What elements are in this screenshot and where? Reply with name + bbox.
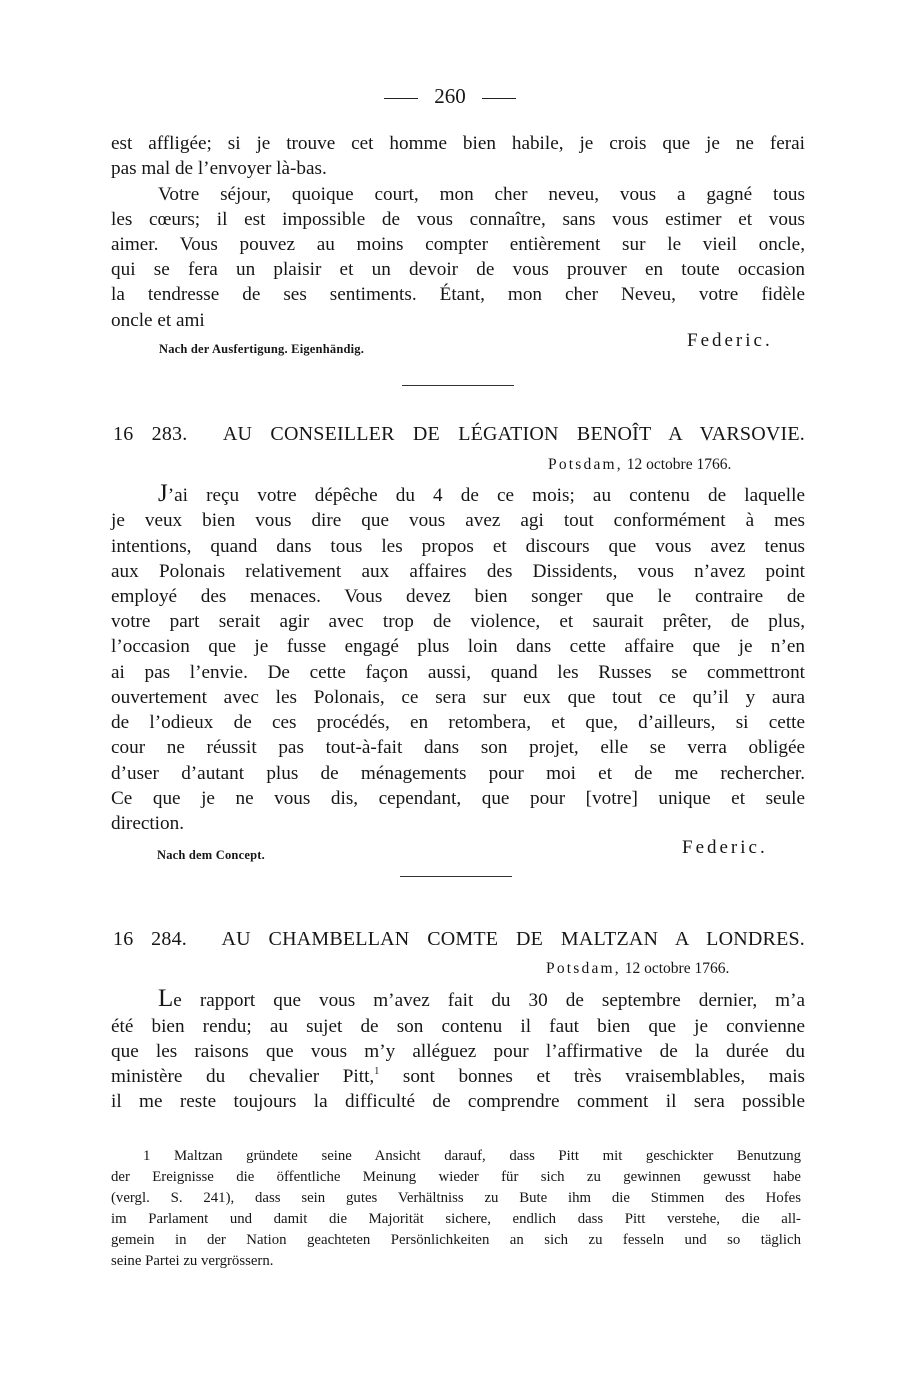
text-line: direction. xyxy=(111,813,184,834)
footnote-line: im Parlament und damit die Majorität sichere, endlich dass Pitt verstehe, die all- xyxy=(111,1211,801,1227)
text-line: est affligée; si je trouve cet homme bien habile, je crois que je ne ferai xyxy=(111,133,805,154)
initial-letter: L xyxy=(158,985,174,1012)
text-line: aux Polonais relativement aux affaires des Dissidents, vous n’avez point xyxy=(111,561,805,582)
text-line: il me reste toujours la difficulté de comprendre comment il sera possible xyxy=(111,1091,805,1112)
text-line: je veux bien vous dire que vous avez agi tout conformément à mes xyxy=(111,510,805,531)
footnote-marker: 1 xyxy=(143,1148,151,1164)
footnote-line: gemein in der Nation geachteten Persönlichkeiten an sich zu fesseln und so täglich xyxy=(111,1232,801,1248)
text-line: oncle et ami xyxy=(111,310,205,331)
text-line: pas mal de l’envoyer là-bas. xyxy=(111,158,327,179)
initial-letter: J xyxy=(158,480,168,507)
text-line: Ce que je ne vous dis, cependant, que pour [votre] unique et seule xyxy=(111,788,805,809)
footnote-line: seine Partei zu vergrössern. xyxy=(111,1253,274,1269)
header-dash-left xyxy=(384,98,418,99)
footnote-ref: 1 xyxy=(374,1066,380,1077)
text-line: votre part serait agir avec trop de violence, et saurait prêter, de plus, xyxy=(111,611,805,632)
text-line: d’user d’autant plus de ménagements pour moi et de me rechercher. xyxy=(111,763,805,784)
footnote-line: 1 Maltzan gründete seine Ansicht darauf, dass Pitt mit geschickter Benutzung xyxy=(143,1148,802,1164)
text-line: employé des menaces. Vous devez bien songer que le contraire de xyxy=(111,586,805,607)
letter-date: 12 octobre 1766. xyxy=(626,456,732,473)
letter-place: Potsdam, xyxy=(546,960,621,977)
letter-title: AU CONSEILLER DE LÉGATION BENOÎT A VARSOVIE. xyxy=(222,423,805,445)
letter-date: 12 octobre 1766. xyxy=(624,960,730,977)
text-line: été bien rendu; au sujet de son contenu il faut bien que je convienne xyxy=(111,1016,805,1037)
page-number: 260 xyxy=(434,84,466,108)
text-line: les cœurs; il est impossible de vous connaître, sans vous estimer et vous xyxy=(111,209,805,230)
header-dash-right xyxy=(482,98,516,99)
text-line: Votre séjour, quoique court, mon cher neveu, vous a gagné tous xyxy=(158,184,805,205)
letter-place: Potsdam, xyxy=(548,456,623,473)
text-line: de l’odieux de ces procédés, en retombera, et que, d’ailleurs, si cette xyxy=(111,712,805,733)
text-line: que les raisons que vous m’y alléguez pour l’affirmative de la durée du xyxy=(111,1041,805,1062)
section-divider xyxy=(400,876,512,877)
source-note: Nach der Ausfertigung. Eigenhändig. xyxy=(159,342,365,356)
letter-number: 16 284. xyxy=(113,928,187,950)
letter-dateline xyxy=(548,456,731,474)
footnote-line: (vergl. S. 241), dass sein gutes Verhältniss zu Bute ihm die Stimmen des Hofes xyxy=(111,1190,801,1206)
text-line: ouvertement avec les Polonais, ce sera sur eux que tout ce qu’il y aura xyxy=(111,687,805,708)
page-header xyxy=(0,84,900,109)
letter-dateline xyxy=(546,960,729,978)
text-line: Le rapport que vous m’avez fait du 30 de septembre dernier, m’a xyxy=(158,985,805,1012)
signature: Federic. xyxy=(682,837,768,858)
text-line: ministère du chevalier Pitt,$^1$ sont bonnes et très vraisemblables, mais xyxy=(111,1066,805,1087)
section-divider xyxy=(402,385,514,386)
letter-number: 16 283. xyxy=(113,423,188,445)
footnote-line: der Ereignisse die öffentliche Meinung wieder für sich zu gewinnen gewusst habe xyxy=(111,1169,801,1185)
signature: Federic. xyxy=(687,330,773,351)
letter-heading xyxy=(113,928,805,951)
letter-heading xyxy=(113,423,805,446)
text-line: aimer. Vous pouvez au moins compter entièrement sur le vieil oncle, xyxy=(111,234,805,255)
source-note: Nach dem Concept. xyxy=(157,848,265,862)
text-line: ai pas l’envie. De cette façon aussi, quand les Russes se commettront xyxy=(111,662,805,683)
text-line: la tendresse de ses sentiments. Étant, mon cher Neveu, votre fidèle xyxy=(111,284,805,305)
text-line: l’occasion que je fusse engagé plus loin dans cette affaire que je n’en xyxy=(111,636,805,657)
text-line: intentions, quand dans tous les propos et discours que vous avez tenus xyxy=(111,536,805,557)
text-line: qui se fera un plaisir et un devoir de vous prouver en toute occasion xyxy=(111,259,805,280)
letter-title: AU CHAMBELLAN COMTE DE MALTZAN A LONDRES. xyxy=(221,928,806,950)
text-line: J’ai reçu votre dépêche du 4 de ce mois; au contenu de laquelle xyxy=(158,480,805,507)
text-line: cour ne réussit pas tout-à-fait dans son projet, elle se verra obligée xyxy=(111,737,805,758)
